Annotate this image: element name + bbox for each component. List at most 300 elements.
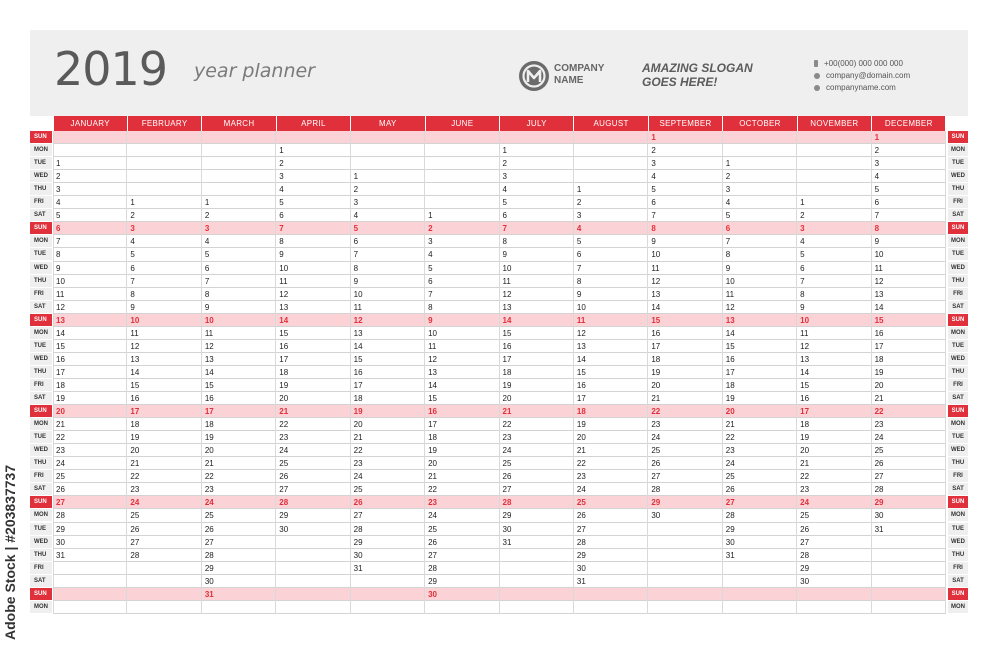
- day-cell[interactable]: 1: [800, 198, 805, 208]
- day-cell[interactable]: 1: [279, 146, 284, 156]
- day-cell[interactable]: 26: [725, 485, 735, 495]
- day-cell[interactable]: 3: [651, 159, 656, 169]
- day-cell[interactable]: 11: [204, 328, 214, 338]
- day-cell[interactable]: 24: [204, 498, 214, 508]
- day-cell[interactable]: 8: [204, 289, 210, 299]
- day-cell[interactable]: 9: [874, 237, 880, 247]
- day-cell[interactable]: 6: [353, 237, 359, 247]
- day-cell[interactable]: 5: [279, 198, 284, 208]
- day-cell[interactable]: 15: [130, 380, 140, 390]
- day-cell[interactable]: 27: [353, 511, 363, 521]
- day-cell[interactable]: 7: [576, 263, 582, 273]
- day-cell[interactable]: 4: [502, 185, 507, 195]
- day-cell[interactable]: 27: [204, 537, 214, 547]
- day-cell[interactable]: 16: [56, 354, 65, 364]
- day-cell[interactable]: 5: [651, 185, 656, 195]
- day-cell[interactable]: 21: [353, 433, 363, 443]
- day-cell[interactable]: 8: [651, 224, 656, 234]
- day-cell[interactable]: 8: [130, 289, 135, 299]
- day-cell[interactable]: 28: [279, 498, 289, 508]
- day-cell[interactable]: 25: [502, 459, 512, 469]
- day-cell[interactable]: 26: [800, 524, 810, 534]
- day-cell[interactable]: 8: [502, 237, 507, 247]
- day-cell[interactable]: 5: [800, 250, 805, 260]
- day-cell[interactable]: 22: [130, 472, 140, 482]
- day-cell[interactable]: 18: [725, 380, 735, 390]
- day-cell[interactable]: 7: [130, 276, 135, 286]
- day-cell[interactable]: 13: [502, 302, 512, 312]
- day-cell[interactable]: 1: [874, 133, 880, 142]
- day-cell[interactable]: 23: [428, 498, 437, 508]
- day-cell[interactable]: 30: [651, 511, 661, 521]
- day-cell[interactable]: 15: [725, 341, 735, 351]
- day-cell[interactable]: 19: [651, 367, 661, 377]
- day-cell[interactable]: 12: [204, 341, 214, 351]
- day-cell[interactable]: 2: [651, 146, 656, 156]
- day-cell[interactable]: 10: [204, 315, 214, 325]
- day-cell[interactable]: 2: [502, 159, 507, 169]
- day-cell[interactable]: 28: [800, 550, 810, 560]
- day-cell[interactable]: 31: [502, 537, 512, 547]
- day-cell[interactable]: 1: [130, 198, 135, 208]
- day-cell[interactable]: 29: [502, 511, 512, 521]
- day-cell[interactable]: 24: [279, 446, 289, 456]
- day-cell[interactable]: 4: [651, 172, 656, 182]
- day-cell[interactable]: 7: [56, 237, 61, 247]
- day-cell[interactable]: 6: [502, 211, 507, 221]
- day-cell[interactable]: 27: [428, 550, 437, 560]
- day-cell[interactable]: 10: [428, 328, 437, 338]
- day-cell[interactable]: 2: [576, 198, 582, 208]
- day-cell[interactable]: 15: [428, 394, 437, 403]
- day-cell[interactable]: 9: [651, 237, 656, 247]
- day-cell[interactable]: 17: [725, 367, 735, 377]
- day-cell[interactable]: 9: [204, 302, 210, 312]
- day-cell[interactable]: 26: [651, 459, 661, 469]
- day-cell[interactable]: 12: [353, 315, 363, 325]
- day-cell[interactable]: 5: [130, 250, 135, 260]
- day-cell[interactable]: 7: [874, 211, 880, 221]
- day-cell[interactable]: 5: [204, 250, 210, 260]
- day-cell[interactable]: 23: [204, 485, 214, 495]
- day-cell[interactable]: 26: [428, 537, 437, 547]
- day-cell[interactable]: 16: [725, 354, 735, 364]
- day-cell[interactable]: 11: [800, 328, 809, 338]
- day-cell[interactable]: 23: [725, 446, 735, 456]
- day-cell[interactable]: 29: [651, 498, 661, 508]
- day-cell[interactable]: 29: [56, 524, 65, 534]
- day-cell[interactable]: 27: [725, 498, 735, 508]
- day-cell[interactable]: 5: [576, 237, 582, 247]
- day-cell[interactable]: 16: [279, 341, 289, 351]
- day-cell[interactable]: 1: [651, 133, 656, 142]
- day-cell[interactable]: 25: [874, 446, 884, 456]
- day-cell[interactable]: 29: [353, 537, 363, 547]
- day-cell[interactable]: 29: [874, 498, 884, 508]
- day-cell[interactable]: 30: [353, 550, 363, 560]
- day-cell[interactable]: 15: [651, 315, 661, 325]
- day-cell[interactable]: 14: [204, 367, 214, 377]
- day-cell[interactable]: 8: [874, 224, 880, 234]
- day-cell[interactable]: 21: [502, 407, 512, 417]
- day-cell[interactable]: 30: [725, 537, 735, 547]
- day-cell[interactable]: 26: [576, 511, 586, 521]
- day-cell[interactable]: 28: [204, 550, 214, 560]
- day-cell[interactable]: 10: [576, 302, 586, 312]
- day-cell[interactable]: 10: [651, 250, 661, 260]
- day-cell[interactable]: 9: [56, 263, 61, 273]
- day-cell[interactable]: 27: [502, 485, 512, 495]
- day-cell[interactable]: 6: [725, 224, 731, 234]
- day-cell[interactable]: 10: [800, 315, 810, 325]
- day-cell[interactable]: 30: [279, 524, 289, 534]
- day-cell[interactable]: 19: [56, 394, 65, 403]
- day-cell[interactable]: 11: [130, 328, 139, 338]
- day-cell[interactable]: 11: [725, 289, 735, 299]
- day-cell[interactable]: 30: [428, 589, 437, 599]
- day-cell[interactable]: 6: [130, 263, 135, 273]
- day-cell[interactable]: 14: [130, 367, 140, 377]
- day-cell[interactable]: 2: [353, 185, 359, 195]
- day-cell[interactable]: 17: [874, 341, 884, 351]
- day-cell[interactable]: 8: [353, 263, 359, 273]
- day-cell[interactable]: 4: [800, 237, 805, 247]
- day-cell[interactable]: 20: [576, 433, 586, 443]
- day-cell[interactable]: 3: [279, 172, 284, 182]
- day-cell[interactable]: 25: [130, 511, 140, 521]
- day-cell[interactable]: 15: [576, 367, 586, 377]
- day-cell[interactable]: 29: [576, 550, 586, 560]
- day-cell[interactable]: 31: [56, 550, 65, 560]
- day-cell[interactable]: 31: [204, 589, 214, 599]
- day-cell[interactable]: 4: [725, 198, 731, 208]
- day-cell[interactable]: 15: [56, 341, 65, 351]
- day-cell[interactable]: 21: [874, 394, 884, 403]
- day-cell[interactable]: 19: [800, 433, 810, 443]
- day-cell[interactable]: 18: [576, 407, 586, 417]
- day-cell[interactable]: 17: [279, 354, 289, 364]
- day-cell[interactable]: 17: [56, 367, 65, 377]
- day-cell[interactable]: 16: [651, 328, 661, 338]
- day-cell[interactable]: 6: [800, 263, 805, 273]
- day-cell[interactable]: 4: [353, 211, 359, 221]
- day-cell[interactable]: 1: [353, 172, 359, 182]
- day-cell[interactable]: 7: [428, 289, 433, 299]
- day-cell[interactable]: 13: [800, 354, 810, 364]
- day-cell[interactable]: 19: [725, 394, 735, 403]
- day-cell[interactable]: 5: [725, 211, 731, 221]
- day-cell[interactable]: 9: [800, 302, 805, 312]
- day-cell[interactable]: 28: [502, 498, 512, 508]
- day-cell[interactable]: 22: [874, 407, 884, 417]
- day-cell[interactable]: 26: [874, 459, 884, 469]
- day-cell[interactable]: 26: [204, 524, 214, 534]
- day-cell[interactable]: 10: [279, 263, 289, 273]
- day-cell[interactable]: 18: [279, 367, 289, 377]
- day-cell[interactable]: 10: [56, 276, 65, 286]
- day-cell[interactable]: 17: [130, 407, 140, 417]
- day-cell[interactable]: 6: [428, 276, 433, 286]
- day-cell[interactable]: 11: [56, 289, 65, 299]
- day-cell[interactable]: 25: [204, 511, 214, 521]
- day-cell[interactable]: 5: [56, 211, 61, 221]
- day-cell[interactable]: 22: [204, 472, 214, 482]
- day-cell[interactable]: 20: [130, 446, 140, 456]
- day-cell[interactable]: 21: [725, 420, 735, 430]
- day-cell[interactable]: 19: [874, 367, 884, 377]
- day-cell[interactable]: 16: [874, 328, 884, 338]
- day-cell[interactable]: 3: [353, 198, 359, 208]
- day-cell[interactable]: 2: [800, 211, 805, 221]
- day-cell[interactable]: 28: [874, 485, 884, 495]
- day-cell[interactable]: 25: [576, 498, 586, 508]
- day-cell[interactable]: 19: [576, 420, 586, 430]
- day-cell[interactable]: 5: [428, 263, 433, 273]
- day-cell[interactable]: 24: [651, 433, 661, 443]
- day-cell[interactable]: 26: [502, 472, 512, 482]
- day-cell[interactable]: 27: [130, 537, 140, 547]
- day-cell[interactable]: 22: [800, 472, 810, 482]
- day-cell[interactable]: 29: [725, 524, 735, 534]
- day-cell[interactable]: 16: [353, 367, 363, 377]
- day-cell[interactable]: 16: [576, 380, 586, 390]
- day-cell[interactable]: 17: [428, 420, 437, 430]
- day-cell[interactable]: 11: [353, 302, 362, 312]
- day-cell[interactable]: 3: [502, 172, 507, 182]
- day-cell[interactable]: 28: [725, 511, 735, 521]
- day-cell[interactable]: 18: [651, 354, 661, 364]
- day-cell[interactable]: 29: [428, 576, 437, 586]
- day-cell[interactable]: 1: [56, 159, 61, 169]
- day-cell[interactable]: 13: [279, 302, 289, 312]
- day-cell[interactable]: 10: [502, 263, 512, 273]
- day-cell[interactable]: 18: [502, 367, 512, 377]
- day-cell[interactable]: 20: [800, 446, 810, 456]
- day-cell[interactable]: 4: [204, 237, 210, 247]
- day-cell[interactable]: 9: [353, 276, 359, 286]
- day-cell[interactable]: 13: [725, 315, 735, 325]
- day-cell[interactable]: 8: [279, 237, 284, 247]
- day-cell[interactable]: 24: [725, 459, 735, 469]
- day-cell[interactable]: 8: [800, 289, 805, 299]
- day-cell[interactable]: 18: [204, 420, 214, 430]
- day-cell[interactable]: 13: [576, 341, 586, 351]
- day-cell[interactable]: 31: [353, 563, 363, 573]
- day-cell[interactable]: 30: [576, 563, 586, 573]
- day-cell[interactable]: 22: [502, 420, 512, 430]
- day-cell[interactable]: 3: [725, 185, 731, 195]
- day-cell[interactable]: 11: [502, 276, 511, 286]
- day-cell[interactable]: 30: [56, 537, 65, 547]
- day-cell[interactable]: 25: [725, 472, 735, 482]
- day-cell[interactable]: 9: [576, 289, 582, 299]
- day-cell[interactable]: 2: [725, 172, 731, 182]
- day-cell[interactable]: 17: [651, 341, 661, 351]
- day-cell[interactable]: 23: [800, 485, 810, 495]
- day-cell[interactable]: 27: [651, 472, 661, 482]
- day-cell[interactable]: 21: [800, 459, 810, 469]
- day-cell[interactable]: 24: [874, 433, 884, 443]
- day-cell[interactable]: 15: [204, 380, 214, 390]
- day-cell[interactable]: 6: [576, 250, 582, 260]
- day-cell[interactable]: 27: [800, 537, 810, 547]
- day-cell[interactable]: 16: [502, 341, 512, 351]
- day-cell[interactable]: 9: [428, 315, 433, 325]
- day-cell[interactable]: 20: [353, 420, 363, 430]
- day-cell[interactable]: 10: [130, 315, 140, 325]
- day-cell[interactable]: 3: [800, 224, 805, 234]
- day-cell[interactable]: 12: [56, 302, 65, 312]
- day-cell[interactable]: 21: [651, 394, 661, 403]
- day-cell[interactable]: 3: [204, 224, 210, 234]
- day-cell[interactable]: 23: [279, 433, 289, 443]
- day-cell[interactable]: 9: [130, 302, 135, 312]
- day-cell[interactable]: 7: [204, 276, 210, 286]
- day-cell[interactable]: 13: [130, 354, 140, 364]
- day-cell[interactable]: 20: [56, 407, 65, 417]
- day-cell[interactable]: 16: [800, 394, 810, 403]
- day-cell[interactable]: 25: [428, 524, 437, 534]
- day-cell[interactable]: 17: [353, 380, 363, 390]
- day-cell[interactable]: 19: [502, 380, 512, 390]
- day-cell[interactable]: 31: [725, 550, 735, 560]
- day-cell[interactable]: 22: [428, 485, 437, 495]
- day-cell[interactable]: 25: [800, 511, 810, 521]
- day-cell[interactable]: 27: [279, 485, 289, 495]
- day-cell[interactable]: 22: [651, 407, 661, 417]
- day-cell[interactable]: 21: [130, 459, 140, 469]
- day-cell[interactable]: 4: [576, 224, 582, 234]
- day-cell[interactable]: 21: [279, 407, 289, 417]
- day-cell[interactable]: 11: [428, 341, 437, 351]
- day-cell[interactable]: 4: [130, 237, 135, 247]
- day-cell[interactable]: 29: [279, 511, 289, 521]
- day-cell[interactable]: 18: [874, 354, 884, 364]
- day-cell[interactable]: 16: [130, 394, 140, 403]
- day-cell[interactable]: 25: [353, 485, 363, 495]
- day-cell[interactable]: 10: [725, 276, 735, 286]
- day-cell[interactable]: 13: [353, 328, 363, 338]
- day-cell[interactable]: 7: [279, 224, 284, 234]
- day-cell[interactable]: 2: [204, 211, 210, 221]
- day-cell[interactable]: 26: [279, 472, 289, 482]
- day-cell[interactable]: 15: [502, 328, 512, 338]
- day-cell[interactable]: 7: [651, 211, 656, 221]
- day-cell[interactable]: 22: [56, 433, 65, 443]
- day-cell[interactable]: 8: [428, 302, 433, 312]
- day-cell[interactable]: 4: [56, 198, 61, 208]
- day-cell[interactable]: 24: [56, 459, 65, 469]
- day-cell[interactable]: 27: [874, 472, 884, 482]
- day-cell[interactable]: 25: [279, 459, 289, 469]
- day-cell[interactable]: 6: [56, 224, 61, 234]
- day-cell[interactable]: 14: [651, 302, 661, 312]
- day-cell[interactable]: 13: [204, 354, 214, 364]
- day-cell[interactable]: 9: [279, 250, 284, 260]
- day-cell[interactable]: 28: [651, 485, 661, 495]
- day-cell[interactable]: 4: [279, 185, 284, 195]
- day-cell[interactable]: 6: [874, 198, 880, 208]
- day-cell[interactable]: 21: [428, 472, 437, 482]
- day-cell[interactable]: 31: [874, 524, 884, 534]
- day-cell[interactable]: 26: [353, 498, 363, 508]
- day-cell[interactable]: 20: [279, 394, 289, 403]
- day-cell[interactable]: 23: [502, 433, 512, 443]
- day-cell[interactable]: 12: [800, 341, 810, 351]
- day-cell[interactable]: 11: [279, 276, 288, 286]
- day-cell[interactable]: 12: [502, 289, 512, 299]
- day-cell[interactable]: 24: [130, 498, 140, 508]
- day-cell[interactable]: 12: [651, 276, 661, 286]
- day-cell[interactable]: 30: [204, 576, 214, 586]
- day-cell[interactable]: 6: [279, 211, 284, 221]
- day-cell[interactable]: 19: [130, 433, 140, 443]
- day-cell[interactable]: 16: [204, 394, 214, 403]
- day-cell[interactable]: 17: [502, 354, 512, 364]
- day-cell[interactable]: 3: [874, 159, 880, 169]
- day-cell[interactable]: 3: [576, 211, 582, 221]
- day-cell[interactable]: 28: [353, 524, 363, 534]
- day-cell[interactable]: 24: [428, 511, 437, 521]
- day-cell[interactable]: 6: [204, 263, 210, 273]
- day-cell[interactable]: 6: [651, 198, 656, 208]
- day-cell[interactable]: 13: [874, 289, 884, 299]
- day-cell[interactable]: 20: [874, 380, 884, 390]
- day-cell[interactable]: 2: [130, 211, 135, 221]
- day-cell[interactable]: 2: [279, 159, 284, 169]
- day-cell[interactable]: 1: [502, 146, 507, 156]
- day-cell[interactable]: 17: [204, 407, 214, 417]
- day-cell[interactable]: 8: [576, 276, 582, 286]
- day-cell[interactable]: 22: [353, 446, 363, 456]
- day-cell[interactable]: 19: [353, 407, 363, 417]
- day-cell[interactable]: 25: [56, 472, 65, 482]
- day-cell[interactable]: 27: [576, 524, 586, 534]
- day-cell[interactable]: 10: [353, 289, 363, 299]
- day-cell[interactable]: 23: [874, 420, 884, 430]
- day-cell[interactable]: 22: [576, 459, 586, 469]
- day-cell[interactable]: 14: [502, 315, 512, 325]
- day-cell[interactable]: 21: [204, 459, 214, 469]
- day-cell[interactable]: 4: [874, 172, 880, 182]
- day-cell[interactable]: 13: [428, 367, 437, 377]
- day-cell[interactable]: 12: [428, 354, 437, 364]
- day-cell[interactable]: 3: [428, 237, 433, 247]
- day-cell[interactable]: 18: [353, 394, 363, 403]
- day-cell[interactable]: 15: [800, 380, 810, 390]
- day-cell[interactable]: 27: [56, 498, 65, 508]
- day-cell[interactable]: 5: [874, 185, 880, 195]
- day-cell[interactable]: 19: [428, 446, 437, 456]
- day-cell[interactable]: 2: [56, 172, 61, 182]
- day-cell[interactable]: 7: [800, 276, 805, 286]
- day-cell[interactable]: 28: [428, 563, 437, 573]
- day-cell[interactable]: 9: [502, 250, 507, 260]
- day-cell[interactable]: 28: [56, 511, 65, 521]
- day-cell[interactable]: 22: [725, 433, 735, 443]
- day-cell[interactable]: 17: [800, 407, 810, 417]
- day-cell[interactable]: 28: [576, 537, 586, 547]
- day-cell[interactable]: 20: [428, 459, 437, 469]
- day-cell[interactable]: 7: [725, 237, 731, 247]
- day-cell[interactable]: 18: [56, 380, 65, 390]
- day-cell[interactable]: 25: [651, 446, 661, 456]
- day-cell[interactable]: 14: [576, 354, 586, 364]
- day-cell[interactable]: 14: [279, 315, 289, 325]
- day-cell[interactable]: 9: [725, 263, 731, 273]
- day-cell[interactable]: 10: [874, 250, 884, 260]
- day-cell[interactable]: 7: [502, 224, 507, 234]
